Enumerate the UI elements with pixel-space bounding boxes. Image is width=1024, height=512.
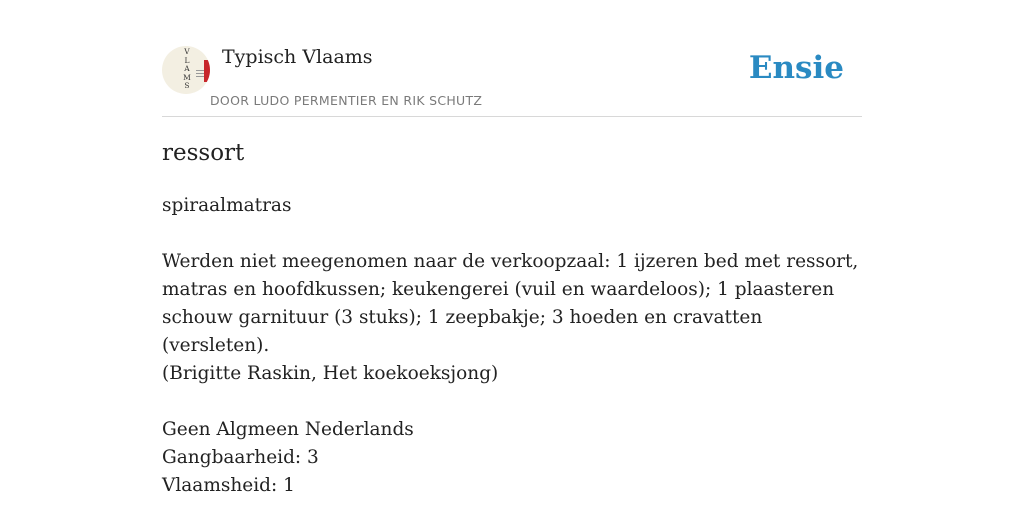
gangbaarheid-score: Gangbaarheid: 3 — [162, 447, 319, 468]
entry-example-quote: Werden niet meegenomen naar de verkoopzaal: 1 ijzeren bed met ressort, matras en hoofdkussen; keukengerei (vuil en waardeloos); 1 plaasteren schouw garnituur (3 stuks); 1 zeepbakje; 3 hoeden en cravatten (versleten). — [162, 251, 859, 356]
entry-content — [162, 192, 862, 500]
page-header — [162, 40, 862, 117]
ensie-logo-link[interactable]: Ensie — [748, 50, 844, 86]
language-note: Geen Algmeen Nederlands — [162, 419, 414, 440]
vlaamsheid-score: Vlaamsheid: 1 — [162, 475, 295, 496]
blog-title[interactable]: Typisch Vlaams — [222, 46, 373, 68]
avatar-logo-letters: V L A M S — [183, 47, 191, 91]
entry-definition: spiraalmatras — [162, 195, 292, 216]
blog-avatar[interactable] — [162, 46, 210, 94]
entry-example-source: (Brigitte Raskin, Het koekoeksjong) — [162, 363, 499, 384]
avatar-red-accent — [204, 60, 210, 82]
author-byline: DOOR LUDO PERMENTIER EN RIK SCHUTZ — [210, 93, 483, 108]
entry-term: ressort — [162, 140, 245, 166]
